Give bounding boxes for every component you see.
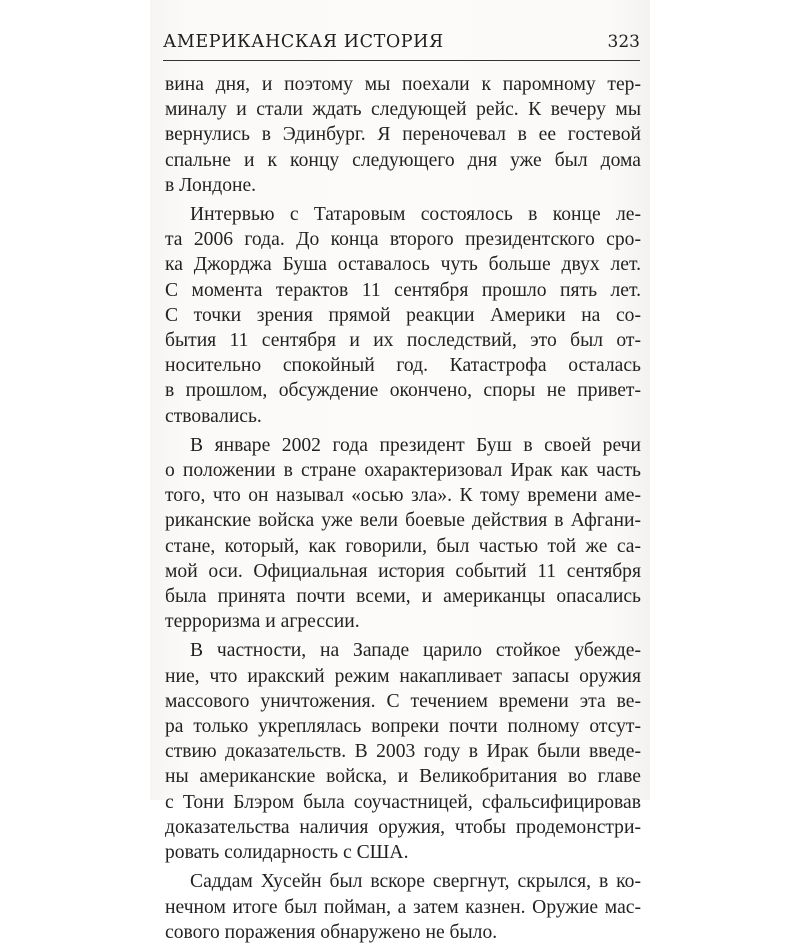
text-line: ние, что иракский режим накапливает запасы оружия <box>165 665 641 687</box>
text-line: вернулись в Эдинбург. Я переночевал в ее гостевой <box>165 124 641 146</box>
text-line: ствовались. <box>165 405 262 427</box>
text-line: о положении в стране охарактеризовал Ирак как часть <box>165 460 641 482</box>
text-line: С момента терактов 11 сентября прошло пять лет. <box>165 279 641 301</box>
text-line: массового уничтожения. С течением времени эта ве- <box>165 690 641 712</box>
header-rule <box>163 60 640 61</box>
text-line: носительно спокойный год. Катастрофа осталась <box>165 355 641 377</box>
text-line: Саддам Хусейн был вскоре свергнут, скрылся, в ко- <box>190 871 641 893</box>
text-line: та 2006 года. До конца второго президентского сро- <box>165 229 641 251</box>
running-head-title: АМЕРИКАНСКАЯ ИСТОРИЯ <box>163 32 444 52</box>
text-line: бытия 11 сентября и их последствий, это был от- <box>165 330 641 352</box>
text-line: стане, который, как говорили, был частью той же са- <box>165 535 641 557</box>
text-line: ка Джорджа Буша оставалось чуть больше двух лет. <box>165 254 641 276</box>
text-line: В частности, на Западе царило стойкое убежде- <box>190 640 641 662</box>
text-line: нечном итоге был пойман, а затем казнен. Оружие мас- <box>165 896 641 918</box>
text-line: с Тони Блэром была соучастницей, сфальсифицировав <box>165 791 641 813</box>
text-line: ровать солидарность с США. <box>165 842 409 864</box>
text-line: ны американские войска, и Великобритания во главе <box>165 766 641 788</box>
text-line: того, что он называл «осью зла». К тому времени аме- <box>165 485 641 507</box>
text-line: миналу и стали ждать следующей рейс. К вечеру мы <box>165 99 641 121</box>
running-head <box>163 32 640 56</box>
body-text <box>165 72 641 949</box>
paragraph <box>165 433 641 635</box>
text-line: вина дня, и поэтому мы поехали к паромному тер- <box>165 74 641 95</box>
text-line: была принята почти всеми, и американцы опасались <box>165 586 641 608</box>
page-number: 323 <box>607 32 640 52</box>
text-line: ра только укреплялась вопреки почти полному отсут- <box>165 716 641 738</box>
paragraph <box>165 869 641 945</box>
text-line: риканские войска уже вели боевые действия в Афгани- <box>165 510 641 532</box>
text-line: в Лондоне. <box>165 174 257 196</box>
text-line: спальне и к концу следующего дня уже был дома <box>165 149 641 171</box>
text-line: терроризма и агрессии. <box>165 611 360 633</box>
paragraph <box>165 638 641 865</box>
text-line: ствию доказательств. В 2003 году в Ирак были введе- <box>165 741 641 763</box>
text-line: мой оси. Официальная история событий 11 сентября <box>165 560 641 582</box>
text-line: Интервью с Татаровым состоялось в конце ле- <box>190 204 641 226</box>
text-line: в прошлом, обсуждение окончено, споры не привет- <box>165 380 641 402</box>
text-line: доказательства наличия оружия, чтобы продемонстри- <box>165 816 641 838</box>
text-line: сового поражения обнаружено не было. <box>165 921 498 943</box>
paragraph <box>165 202 641 429</box>
paragraph <box>165 72 641 198</box>
text-line: В январе 2002 года президент Буш в своей речи <box>190 434 641 456</box>
text-line: С точки зрения прямой реакции Америки на со- <box>165 304 641 326</box>
